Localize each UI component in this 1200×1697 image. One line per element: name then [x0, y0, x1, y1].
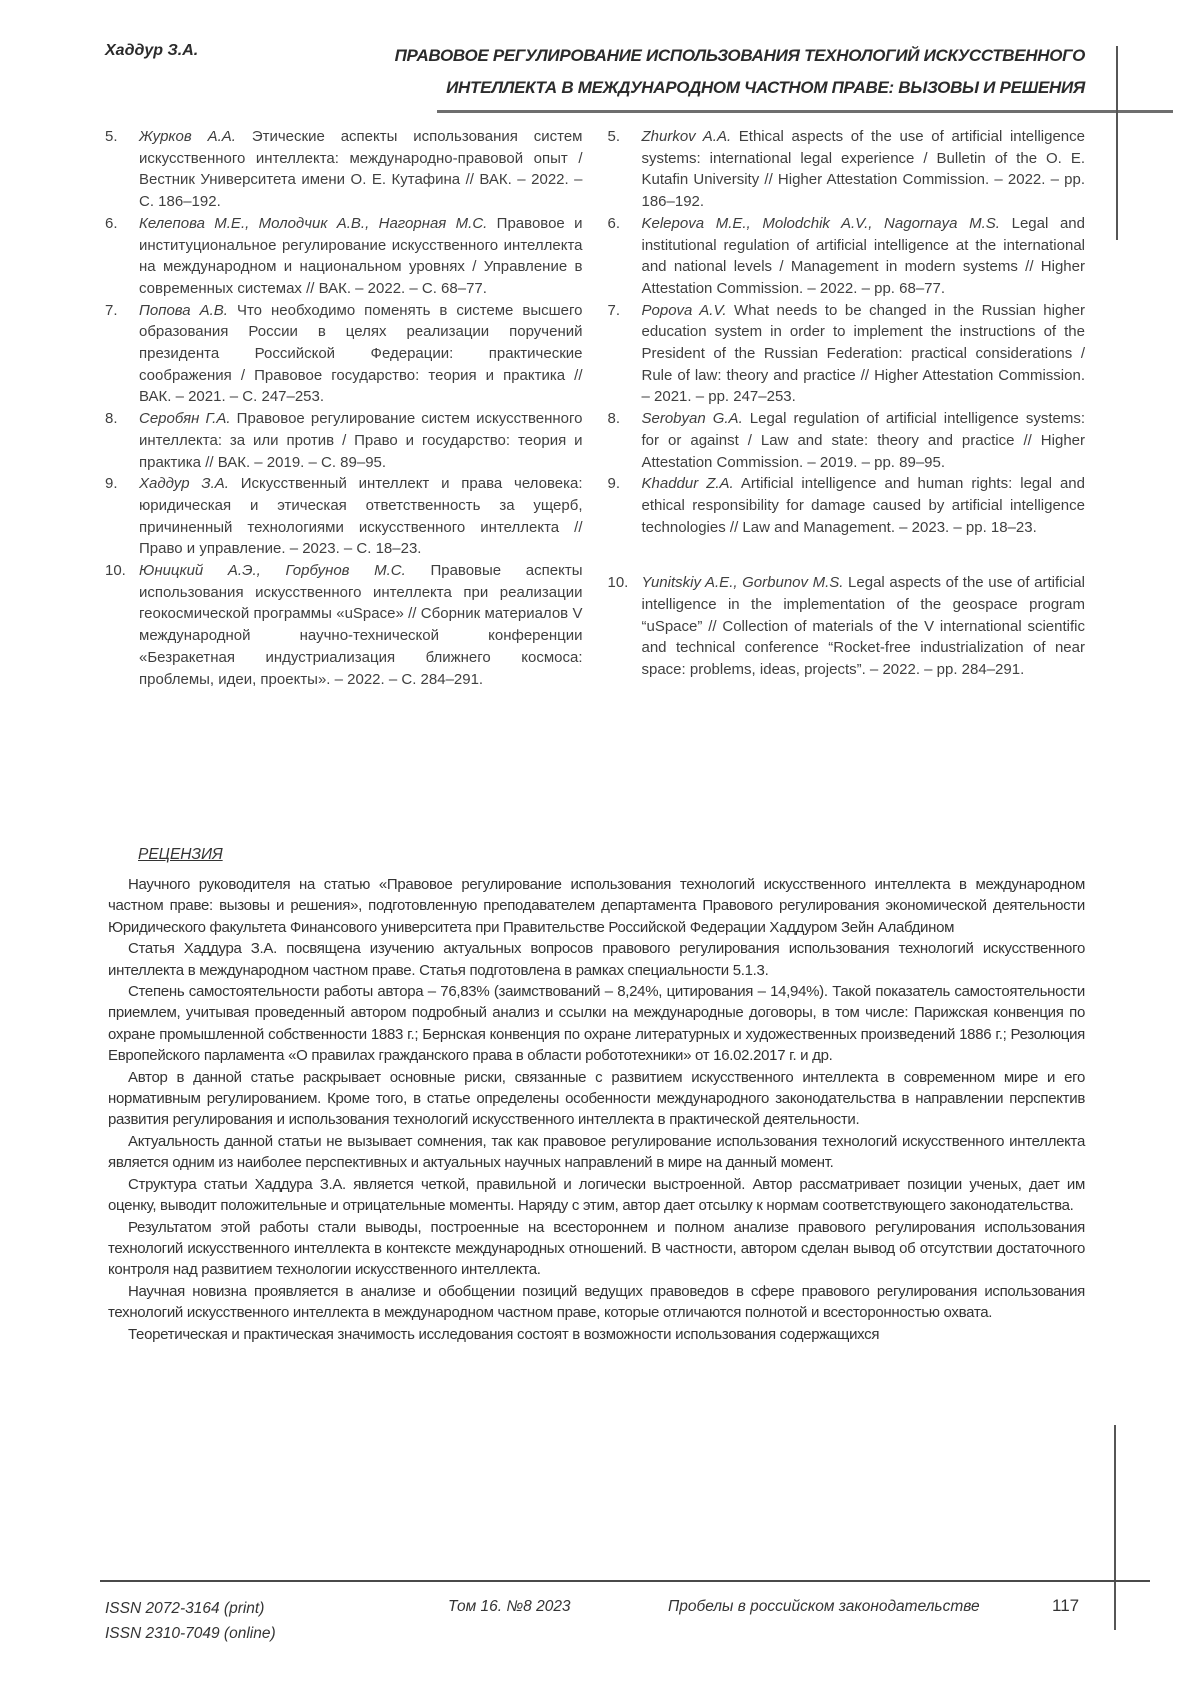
- reference-body: Правовое регулирование систем искусственного интеллекта: за или против / Право и государство: теория и практика // ВАК. – 2019. – С. 89–95.: [139, 410, 583, 471]
- reference-author: Келепова М.Е., Молодчик А.В., Нагорная М.С.: [139, 214, 488, 232]
- reference-item: [608, 572, 1086, 681]
- review-paragraph: Научная новизна проявляется в анализе и обобщении позиций ведущих правоведов в сфере правового регулирования использования технологий искусственного интеллекта в международном частном праве, которые отличаются полнотой и всесторонностью охвата.: [108, 1282, 1085, 1322]
- reference-author: Zhurkov A.A.: [641, 128, 732, 145]
- reference-body: Что необходимо поменять в системе высшего образования России в целях реализации поручений президента Российской Федерации: практические соображения / Правовое государство: теория и практика // ВАК. – 2021. – С. 247–253.: [139, 301, 583, 406]
- margin-rule-bottom: [1114, 1425, 1116, 1630]
- reference-body: Этические аспекты использования систем искусственного интеллекта: международно-правовой опыт / Вестник Университета имени О. Е. Кутафина // ВАК. – 2022. – С. 186–192.: [139, 128, 583, 211]
- review-paragraph: Степень самостоятельности работы автора – 76,83% (заимствований – 8,24%, цитирования – 14,94%). Такой показатель самостоятельности приемлем, учитывая проведенный автором подробный анализ и ссылки на международные договоры, в том числе: Парижская конвенция по охране промышленной собственности 1883 г.; Бернская конвенция по охране литературных и художественных произведений 1886 г.; Резолюция Европейского парламента «О правилах гражданского права в области робототехники» от 16.02.2017 г. и др.: [108, 983, 1085, 1065]
- reference-body: Legal and institutional regulation of artificial intelligence at the international and national levels / Management in modern systems // Higher Attestation Commission. – 2022. – pp. 68–77.: [641, 214, 1085, 297]
- reference-text: [139, 126, 583, 213]
- header-rule: [437, 110, 1173, 113]
- reference-text: [642, 408, 1086, 473]
- reference-text: [642, 126, 1086, 213]
- reference-text: [642, 300, 1086, 409]
- reference-number: 8.: [105, 410, 118, 428]
- reference-author: Kelepova M.E., Molodchik A.V., Nagornaya M.S.: [641, 214, 1000, 232]
- reference-author: Серобян Г.А.: [139, 410, 231, 428]
- reference-item: [608, 408, 1086, 473]
- reference-column-russian: [105, 126, 583, 690]
- reference-body: Legal regulation of artificial intelligence systems: for or against / Law and state: theory and practice // Higher Attestation Commission. – 2019. – pp. 89–95.: [641, 410, 1086, 471]
- review-paragraph: Статья Хаддура З.А. посвящена изучению актуальных вопросов правового регулирования использования технологий искусственного интеллекта в международном частном праве. Статья подготовлена в рамках специальности 5.1.3.: [108, 940, 1085, 979]
- review-paragraph: Актуальность данной статьи не вызывает сомнения, так как правовое регулирование использования технологий искусственного интеллекта является одним из наиболее перспективных и актуальных научных направлений в мире на данный момент.: [108, 1132, 1085, 1172]
- review-paragraph: Научного руководителя на статью «Правовое регулирование использования технологий искусственного интеллекта в международном частном праве: вызовы и решения», подготовленную преподавателем департамента Правового регулирования экономической деятельности Юридического факультета Финансового университета при Правительстве Российской Федерации Хаддуром Зейн Алабдином: [108, 876, 1085, 936]
- reference-number: 6.: [607, 214, 621, 232]
- reference-text: [139, 408, 583, 473]
- running-head-title: ПРАВОВОЕ РЕГУЛИРОВАНИЕ ИСПОЛЬЗОВАНИЯ ТЕХНОЛОГИЙ ИСКУССТВЕННОГО ИНТЕЛЛЕКТА В МЕЖДУНАРОДНОМ ЧАСТНОМ ПРАВЕ: ВЫЗОВЫ И РЕШЕНИЯ: [394, 46, 1085, 97]
- reference-item: [105, 473, 583, 560]
- footer-issn: [105, 1596, 276, 1646]
- reference-author: Попова А.В.: [139, 301, 228, 319]
- reference-item: [608, 300, 1086, 409]
- reference-body: Ethical aspects of the use of artificial intelligence systems: international legal experience / Bulletin of the O. E. Kutafin University // Higher Attestation Commission. – 2022. – pp. 186–192.: [641, 128, 1085, 211]
- reference-author: Popova A.V.: [641, 301, 727, 319]
- reference-item: [105, 560, 583, 690]
- reference-item: [105, 213, 583, 300]
- reference-text: [642, 213, 1086, 300]
- reference-author: Yunitskiy A.E., Gorbunov M.S.: [641, 574, 844, 592]
- reference-author: Serobyan G.A.: [641, 410, 743, 428]
- footer-journal-title: Пробелы в российском законодательстве: [668, 1598, 980, 1615]
- reference-body: Правовое и институциональное регулирование искусственного интеллекта на международном и национальном уровнях / Управление в современных системах // ВАК. – 2022. – С. 68–77.: [139, 214, 583, 297]
- reference-body: Artificial intelligence and human rights: legal and ethical responsibility for damage caused by artificial intelligence technologies // Law and Management. – 2023. – pp. 18–23.: [641, 475, 1085, 536]
- review-heading: РЕЦЕНЗИЯ: [138, 846, 223, 863]
- reference-item: [608, 126, 1086, 213]
- reference-body: Искусственный интеллект и права человека: юридическая и этическая ответственность за ущерб, причиненный технологиями искусственного интеллекта // Право и управление. – 2023. – С. 18–23.: [139, 475, 583, 558]
- reference-number: 6.: [105, 214, 118, 232]
- reference-item: [105, 126, 583, 213]
- reference-text: [139, 300, 583, 409]
- reference-item: [608, 473, 1086, 538]
- reference-author: Юницкий А.Э., Горбунов М.С.: [139, 562, 406, 580]
- review-section: [108, 846, 1085, 1345]
- reference-column-english: [608, 126, 1086, 690]
- reference-number: 10.: [105, 562, 126, 580]
- footer-rule: [100, 1580, 1150, 1582]
- review-paragraph: Результатом этой работы стали выводы, построенные на всестороннем и полном анализе правового регулирования использования технологий искусственного интеллекта в контексте международных отношений. В частности, автором сделан вывод об отсутствии достаточного контроля над развитием технологии искусственного интеллекта.: [108, 1218, 1085, 1279]
- reference-text: [642, 572, 1086, 681]
- reference-number: 5.: [607, 128, 621, 145]
- footer-volume: Том 16. №8 2023: [448, 1598, 571, 1615]
- reference-number: 5.: [105, 128, 118, 145]
- reference-item: [608, 213, 1086, 300]
- reference-body: What needs to be changed in the Russian higher education system in order to implement the instructions of the President of the Russian Federation: practical considerations / Rule of law: theory and practice // Higher Attestation Commission. – 2021. – pp. 247–253.: [641, 301, 1085, 406]
- footer-issn-online: ISSN 2310-7049 (online): [105, 1625, 276, 1642]
- reference-text: [139, 560, 583, 690]
- reference-text: [139, 473, 583, 560]
- reference-body: Правовые аспекты использования искусственного интеллекта при реализации геокосмической программы «uSpace» // Сборник материалов V международной научно-технической конференции «Безракетная индустриализация ближнего космоса: проблемы, идеи, проекты». – 2022. – С. 284–291.: [139, 562, 583, 688]
- reference-number: 7.: [607, 301, 621, 319]
- reference-body: Legal aspects of the use of artificial intelligence in the implementation of the geospace program “uSpace” // Collection of materials of the V international scientific and technical conference “Rocket-free industrialization of near space: problems, ideas, projects”. – 2022. – pp. 284–291.: [641, 574, 1085, 679]
- running-head-author: Хаддур З.А.: [105, 42, 199, 59]
- review-paragraph: Теоретическая и практическая значимость исследования состоят в возможности использования содержащихся: [128, 1325, 880, 1343]
- reference-number: 9.: [105, 475, 118, 493]
- reference-text: [139, 213, 583, 300]
- reference-number: 8.: [607, 410, 621, 428]
- reference-number: 10.: [607, 574, 629, 592]
- reference-item: [105, 300, 583, 409]
- review-paragraph: Автор в данной статье раскрывает основные риски, связанные с развитием искусственного интеллекта в современном мире и его нормативным регулированием. Кроме того, в статье определены особенности международного законодательства в направлении перспектив развития регулирования и использования технологий искусственного интеллекта в практической деятельности.: [108, 1068, 1085, 1129]
- reference-text: [642, 473, 1086, 538]
- reference-number: 9.: [607, 475, 621, 493]
- margin-rule-top: [1116, 46, 1118, 240]
- reference-list: [105, 126, 1085, 690]
- reference-author: Журков А.А.: [139, 128, 236, 145]
- review-paragraph: Структура статьи Хаддура З.А. является четкой, правильной и логически выстроенной. Автор рассматривает позиции ученых, дает им оценку, выводит положительные и отрицательные моменты. Наряду с этим, автор дает отсылку к нормам соответствующего законодательства.: [108, 1175, 1085, 1215]
- footer-page-number: 117: [1052, 1596, 1080, 1615]
- reference-author: Khaddur Z.A.: [641, 475, 734, 493]
- reference-author: Хаддур З.А.: [139, 475, 229, 493]
- footer-issn-print: ISSN 2072-3164 (print): [105, 1600, 265, 1617]
- reference-item: [105, 408, 583, 473]
- reference-number: 7.: [105, 301, 118, 319]
